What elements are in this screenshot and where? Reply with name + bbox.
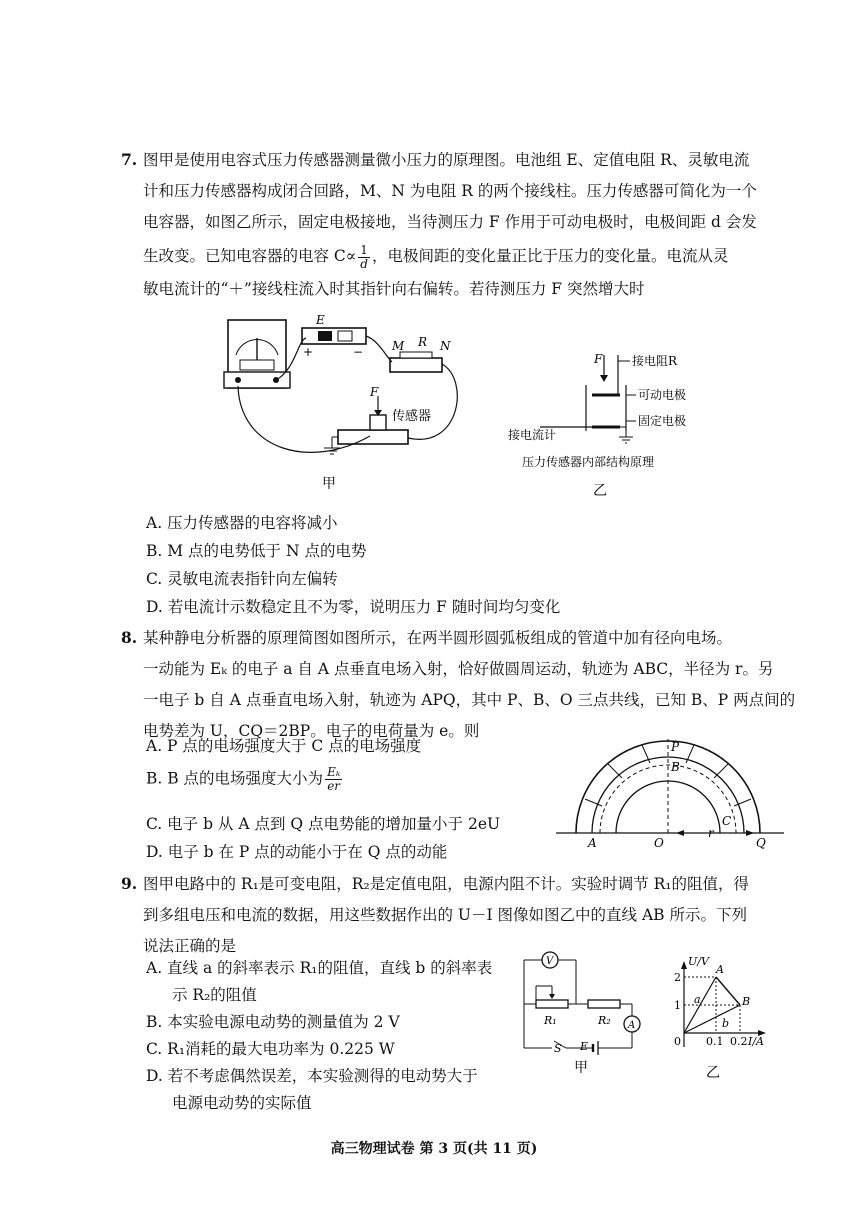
tick-origin: 0: [674, 1035, 681, 1048]
q8-line-4: 电势差为 U，CQ＝2BP。电子的电荷量为 e。则: [143, 722, 480, 740]
variable-resistor-R1: [536, 1000, 568, 1008]
question-8: [121, 624, 796, 745]
q8-line-1: 某种静电分析器的原理简图如图所示，在两半圆形圆弧板组成的管道中加有径向电场。: [143, 629, 733, 647]
q9-option-a-cont: 示 R₂的阻值: [172, 986, 257, 1004]
resistor-R: [390, 358, 442, 372]
frac-denominator: d: [360, 256, 368, 271]
label-A: A: [716, 963, 724, 976]
q8-line-2: 一动能为 Eₖ 的电子 a 自 A 点垂直电场入射，恰好做圆周运动，轨迹为 ABC，半径为 r。另: [143, 660, 774, 678]
q7-figure-jia: [220, 310, 470, 500]
q7-line-3: 电容器，如图乙所示，固定电极接地，当待测压力 F 作用于可动电极时，电极间距 d 会发: [143, 213, 757, 231]
battery-cell: [338, 331, 352, 341]
q8-option-d[interactable]: D. 电子 b 在 P 点的动能小于在 Q 点的动能: [146, 843, 448, 861]
q8-option-c[interactable]: C. 电子 b 从 A 点到 Q 点电势能的增加量小于 2eU: [146, 815, 501, 833]
fraction-Ek-over-er: [325, 766, 342, 793]
q7-option-d[interactable]: D. 若电流计示数稳定且不为零，说明压力 F 随时间均匀变化: [146, 598, 561, 616]
label-sensor: 传感器: [392, 409, 432, 424]
label-minus: −: [353, 345, 364, 359]
label-P: P: [671, 740, 680, 754]
label-F: F: [594, 352, 603, 366]
sensor-body: [370, 415, 386, 430]
label-R2: R₂: [598, 1014, 611, 1027]
question-number: 9.: [121, 874, 138, 893]
label-R1: R₁: [544, 1014, 557, 1027]
q9-figure-yi-graph: [672, 955, 777, 1090]
tick-y-1: 1: [674, 999, 681, 1012]
frac-denominator: er: [327, 779, 341, 793]
q7-line-5: 敏电流计的“＋”接线柱流入时其指针向右偏转。若待测压力 F 突然增大时: [143, 279, 645, 298]
fraction-1-over-d: [358, 244, 370, 271]
label-IA: I/A: [748, 1035, 764, 1048]
q7-line-4: [143, 242, 793, 271]
q9-option-d-cont: 电源电动势的实际值: [172, 1094, 312, 1112]
battery-cell: [318, 331, 332, 341]
label-Q: Q: [756, 836, 766, 850]
q9-line-2: 到多组电压和电流的数据，用这些数据作出的 U－I 图像如图乙中的直线 AB 所示。下列: [143, 906, 747, 924]
label-N: N: [440, 339, 451, 353]
label-fixed: 固定电极: [638, 414, 687, 428]
q7-option-c[interactable]: C. 灵敏电流表指针向左偏转: [146, 570, 338, 588]
galvanometer-window: [240, 360, 274, 370]
slider-arrow: [549, 994, 555, 999]
resistor-R2: [588, 1000, 620, 1008]
q8-option-a[interactable]: A. P 点的电场强度大于 C 点的电场强度: [146, 737, 422, 755]
label-O: O: [654, 836, 664, 850]
question-9: [121, 870, 793, 960]
label-F: F: [370, 385, 379, 399]
label-V: V: [546, 956, 554, 967]
label-R: R: [418, 335, 428, 349]
label-C: C: [722, 814, 732, 828]
q8-option-b[interactable]: [146, 766, 344, 793]
q7-option-b[interactable]: B. M 点的电势低于 N 点的电势: [146, 542, 367, 560]
q9-line-1: 图甲电路中的 R₁是可变电阻，R₂是定值电阻，电源内阻不计。实验时调节 R₁的阻值，得: [143, 875, 750, 893]
force-arrow-head: [600, 375, 608, 382]
label-S: S: [554, 1042, 562, 1055]
tick-x-02: 0.2: [730, 1035, 748, 1048]
q9-option-c[interactable]: C. R₁消耗的最大电功率为 0.225 W: [146, 1040, 395, 1058]
tick-x-01: 0.1: [706, 1035, 724, 1048]
q9-line-3: 说法正确的是: [143, 937, 237, 955]
q8-figure-analyzer: [556, 735, 786, 850]
u-axis-arrow: [681, 961, 687, 969]
frac-numerator: 1: [358, 244, 370, 258]
label-plus: +: [303, 345, 314, 359]
radius-arrow: [746, 830, 754, 836]
q7-line-4a: 生改变。已知电容器的电容 C∝: [143, 247, 357, 265]
label-connect-galvanometer: 接电流计: [508, 428, 557, 442]
q7-line-1: 图甲是使用电容式压力传感器测量微小压力的原理图。电池组 E、定值电阻 R、灵敏电流: [143, 151, 750, 169]
label-A: A: [628, 1020, 636, 1031]
sensor-base: [338, 430, 408, 444]
caption-yi: 乙: [706, 1065, 720, 1081]
q8-option-b-text: B. B 点的电场强度大小为: [146, 769, 324, 788]
q8-line-3: 一电子 b 自 A 点垂直电场入射，轨迹为 APQ，其中 P、B、O 三点共线，已知 B、P 两点间的: [143, 691, 796, 709]
wire: [366, 336, 392, 362]
question-number: 7.: [121, 150, 138, 169]
resistor-body: [400, 352, 432, 358]
q9-option-d[interactable]: D. 若不考虑偶然误差，本实验测得的电动势大于: [146, 1067, 478, 1085]
label-A: A: [588, 836, 597, 850]
label-B: B: [742, 995, 751, 1008]
label-M: M: [392, 339, 405, 353]
q9-option-a[interactable]: A. 直线 a 的斜率表示 R₁的阻值，直线 b 的斜率表: [146, 959, 493, 977]
label-movable: 可动电极: [638, 388, 687, 402]
caption-yi: 乙: [593, 483, 607, 499]
caption-jia: 甲: [574, 1060, 588, 1076]
q9-option-b[interactable]: B. 本实验电源电动势的测量值为 2 V: [146, 1013, 400, 1031]
label-a: a: [694, 993, 701, 1006]
wire: [408, 364, 457, 439]
galvanometer-base: [224, 372, 290, 388]
label-B: B: [671, 760, 680, 774]
label-E: E: [316, 313, 325, 327]
fig-yi-title: 压力传感器内部结构原理: [522, 455, 655, 469]
label-connect-R: 接电阻R: [632, 354, 678, 368]
caption-jia: 甲: [322, 476, 336, 492]
q7-line-4b: ，电极间距的变化量正比于压力的变化量。电流从灵: [371, 247, 729, 265]
label-b: b: [722, 1017, 730, 1030]
line-AB: [716, 977, 740, 1005]
battery-E: [302, 328, 366, 344]
question-number: 8.: [121, 628, 138, 647]
radius-arrow: [676, 830, 684, 836]
q7-option-a[interactable]: A. 压力传感器的电容将减小: [146, 514, 338, 532]
q9-figure-jia-circuit: [518, 948, 668, 1078]
tick-y-2: 2: [674, 971, 681, 984]
label-r: r: [708, 826, 714, 840]
frac-numerator: Eₖ: [327, 765, 341, 779]
question-7: [121, 146, 793, 303]
label-E: E: [580, 1040, 589, 1053]
label-UV: U/V: [688, 955, 709, 968]
q7-figure-yi: [500, 345, 710, 500]
terminal-minus: [235, 377, 241, 383]
q7-line-2: 计和压力传感器构成闭合回路，M、N 为电阻 R 的两个接线柱。压力传感器可简化为一个: [143, 182, 757, 200]
page-footer: 高三物理试卷 第 3 页(共 11 页): [330, 1141, 538, 1157]
